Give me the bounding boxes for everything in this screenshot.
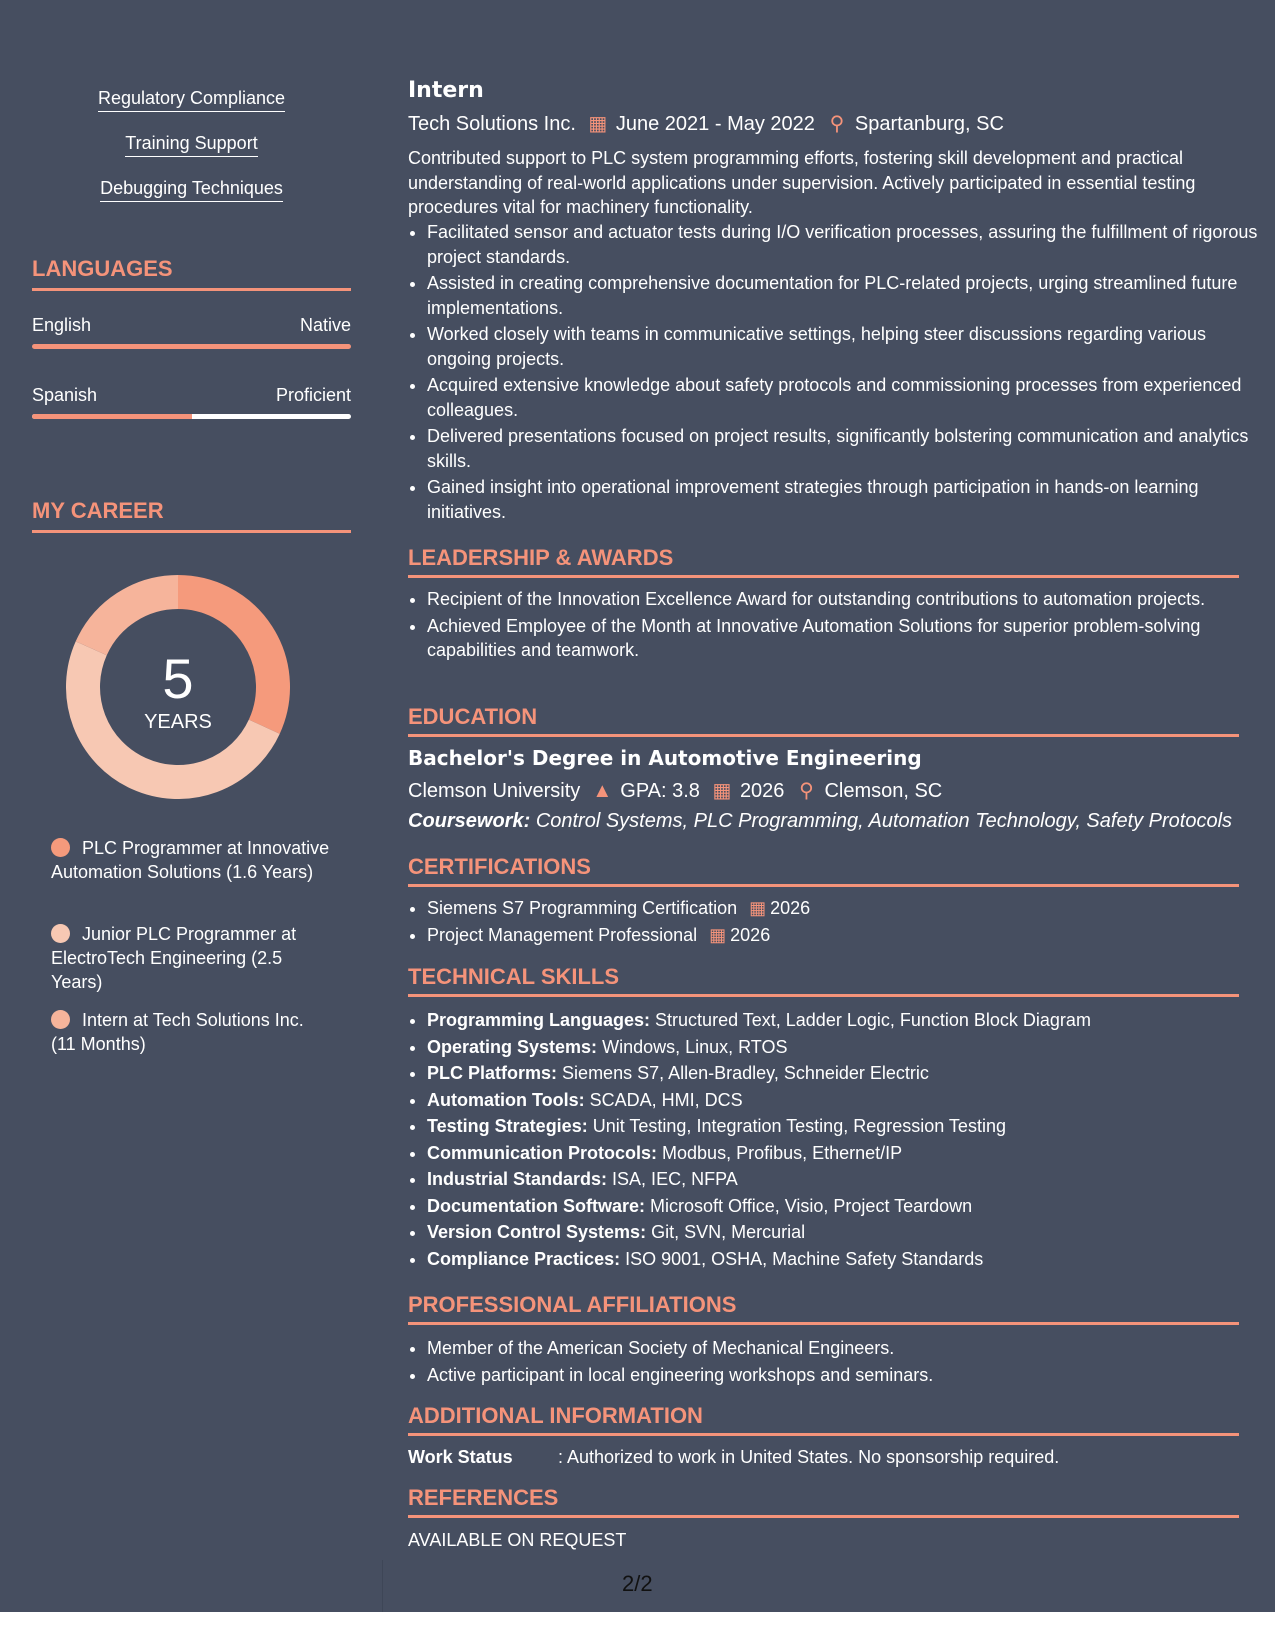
skill-item [427, 1061, 1258, 1086]
skill-label: Documentation Software: [427, 1195, 646, 1216]
education-location: Clemson, SC [824, 780, 943, 802]
certifications-list [408, 896, 1258, 949]
work-status-value: : Authorized to work in United States. No sponsorship required. [558, 1447, 1060, 1467]
calendar-icon: ▦ [749, 898, 767, 918]
skill-value: ISO 9001, OSHA, Machine Safety Standards [625, 1248, 984, 1269]
technical-skills-heading: TECHNICAL SKILLS [408, 964, 1239, 997]
skill-item [427, 1035, 1258, 1060]
language-name: Spanish [32, 385, 98, 405]
skill-value: Unit Testing, Integration Testing, Regression Testing [592, 1116, 1006, 1136]
career-donut-center [66, 575, 290, 799]
coursework-label: Coursework: [408, 810, 531, 832]
graduation-year: 2026 [739, 780, 785, 802]
company-name: Tech Solutions Inc. [408, 113, 576, 135]
career-item [51, 1008, 331, 1056]
career-dot [51, 838, 70, 857]
skill-value: Modbus, Profibus, Ethernet/IP [662, 1142, 903, 1163]
skill-item [427, 1008, 1258, 1033]
gpa: GPA: 3.8 [620, 780, 700, 802]
career-dot [51, 1010, 70, 1029]
affiliation-item: • Member of the American Society of Mechanical Engineers. [427, 1336, 1258, 1361]
calendar-icon: ▦ [709, 924, 727, 945]
skill-item [427, 1247, 1258, 1272]
certification-year: 2026 [770, 898, 811, 918]
job-bullet: • Acquired extensive knowledge about safety protocols and commissioning processes from experienced colleagues. [427, 373, 1258, 422]
career-donut-chart [66, 575, 290, 799]
skill-item [427, 1088, 1258, 1113]
language-bar [32, 344, 351, 349]
career-item-text: Intern at Tech Solutions Inc. (11 Months) [51, 1010, 304, 1054]
sidebar-divider [382, 1560, 383, 1612]
language-name: English [32, 315, 92, 335]
certification-item [427, 896, 1258, 921]
career-item-text: PLC Programmer at Innovative Automation Solutions (1.6 Years) [51, 838, 330, 882]
job-location: Spartanburg, SC [854, 113, 1004, 135]
job-bullet: • Facilitated sensor and actuator tests during I/O verification processes, assuring the fulfillment of rigorous project standards. [427, 220, 1258, 269]
skill-label: Automation Tools: [427, 1089, 585, 1110]
skill-value: Structured Text, Ladder Logic, Function Block Diagram [655, 1010, 1091, 1030]
career-total-years: 5 [162, 647, 194, 710]
language-bar [32, 414, 351, 419]
school-name: Clemson University [408, 780, 581, 802]
job-meta [408, 111, 1004, 136]
coursework [408, 810, 1232, 833]
affiliations-heading: PROFESSIONAL AFFILIATIONS [408, 1292, 1239, 1325]
skill-tag [32, 133, 351, 154]
skill-value: ISA, IEC, NFPA [612, 1169, 738, 1189]
graduation-cap-icon: ▲ [592, 780, 613, 802]
education-meta [408, 778, 942, 803]
affiliations-list [408, 1336, 1258, 1389]
job-dates: June 2021 - May 2022 [615, 113, 815, 135]
skill-item [427, 1114, 1258, 1139]
certifications-heading: CERTIFICATIONS [408, 854, 1239, 887]
skill-label: Programming Languages: [427, 1010, 651, 1030]
certification-item [427, 923, 1258, 948]
skill-tag-label: Regulatory Compliance [98, 88, 285, 112]
affiliation-item: • Active participant in local engineering workshops and seminars. [427, 1363, 1258, 1388]
certification-name: Project Management Professional [427, 924, 698, 945]
skill-tag [32, 178, 351, 199]
career-item [51, 922, 331, 994]
skill-tag-label: Debugging Techniques [100, 178, 283, 202]
leadership-item: • Achieved Employee of the Month at Innovative Automation Solutions for superior problem-solving capabilities and teamwork. [427, 614, 1258, 663]
skill-item [427, 1141, 1258, 1166]
career-heading: MY CAREER [32, 498, 351, 533]
calendar-icon: ▦ [712, 780, 732, 802]
references-text: AVAILABLE ON REQUEST [408, 1530, 627, 1550]
calendar-icon: ▦ [588, 113, 608, 135]
skill-label: PLC Platforms: [427, 1063, 558, 1083]
job-bullets [408, 220, 1258, 526]
language-level: Native [299, 315, 351, 335]
skill-value: Git, SVN, Mercurial [651, 1222, 806, 1242]
leadership-item: • Recipient of the Innovation Excellence Award for outstanding contributions to automation projects. [427, 587, 1258, 612]
education-heading: EDUCATION [408, 704, 1239, 737]
skill-label: Compliance Practices: [427, 1248, 621, 1269]
skill-label: Industrial Standards: [427, 1169, 608, 1189]
career-item [51, 836, 331, 884]
job-bullet: • Worked closely with teams in communicative settings, helping steer discussions regarding various ongoing projects. [427, 322, 1258, 371]
skill-item [427, 1194, 1258, 1219]
skill-value: Siemens S7, Allen-Bradley, Schneider Electric [562, 1063, 929, 1083]
skill-label: Operating Systems: [427, 1036, 598, 1057]
skill-label: Version Control Systems: [427, 1222, 647, 1242]
additional-info-heading: ADDITIONAL INFORMATION [408, 1403, 1239, 1436]
skill-value: SCADA, HMI, DCS [589, 1089, 743, 1110]
leadership-heading: LEADERSHIP & AWARDS [408, 545, 1239, 578]
skill-label: Testing Strategies: [427, 1116, 588, 1136]
career-total-unit: YEARS [144, 711, 212, 733]
job-title: Intern [408, 78, 484, 103]
coursework-list: Control Systems, PLC Programming, Automation Technology, Safety Protocols [535, 810, 1233, 832]
references-heading: REFERENCES [408, 1485, 1239, 1518]
languages-heading: LANGUAGES [32, 256, 351, 291]
degree-title: Bachelor's Degree in Automotive Engineering [408, 746, 922, 770]
language-level: Proficient [275, 385, 351, 405]
leadership-list [408, 587, 1258, 665]
language-bar-fill [32, 344, 351, 349]
job-summary: Contributed support to PLC system programming efforts, fostering skill development and practical understanding of real-world applications under supervision. Actively participated in essential testing procedures vital for machinery functionality. [408, 148, 1196, 217]
job-bullet: • Delivered presentations focused on project results, significantly bolstering communication and analytics skills. [427, 424, 1258, 473]
skill-value: Windows, Linux, RTOS [602, 1036, 788, 1057]
map-pin-icon: ⚲ [829, 113, 845, 135]
skill-item [427, 1220, 1258, 1245]
work-status-row [408, 1447, 1059, 1468]
skill-tag-label: Training Support [125, 133, 257, 157]
map-pin-icon: ⚲ [799, 780, 814, 802]
skill-item [427, 1167, 1258, 1192]
job-bullet: • Assisted in creating comprehensive documentation for PLC-related projects, urging streamlined future implementations. [427, 271, 1258, 320]
skill-label: Communication Protocols: [427, 1142, 658, 1163]
certification-year: 2026 [730, 924, 771, 945]
career-item-text: Junior PLC Programmer at ElectroTech Engineering (2.5 Years) [51, 924, 297, 992]
technical-skills-list [408, 1008, 1258, 1273]
skill-tag [32, 88, 351, 109]
job-bullet: • Gained insight into operational improvement strategies through participation in hands-on learning initiatives. [427, 475, 1258, 524]
skill-value: Microsoft Office, Visio, Project Teardown [650, 1195, 973, 1216]
certification-name: Siemens S7 Programming Certification [427, 898, 738, 918]
career-dot [51, 924, 70, 943]
language-bar-fill [32, 414, 192, 419]
work-status-label: Work Status [408, 1447, 513, 1467]
page-number: 2/2 [622, 1571, 653, 1596]
